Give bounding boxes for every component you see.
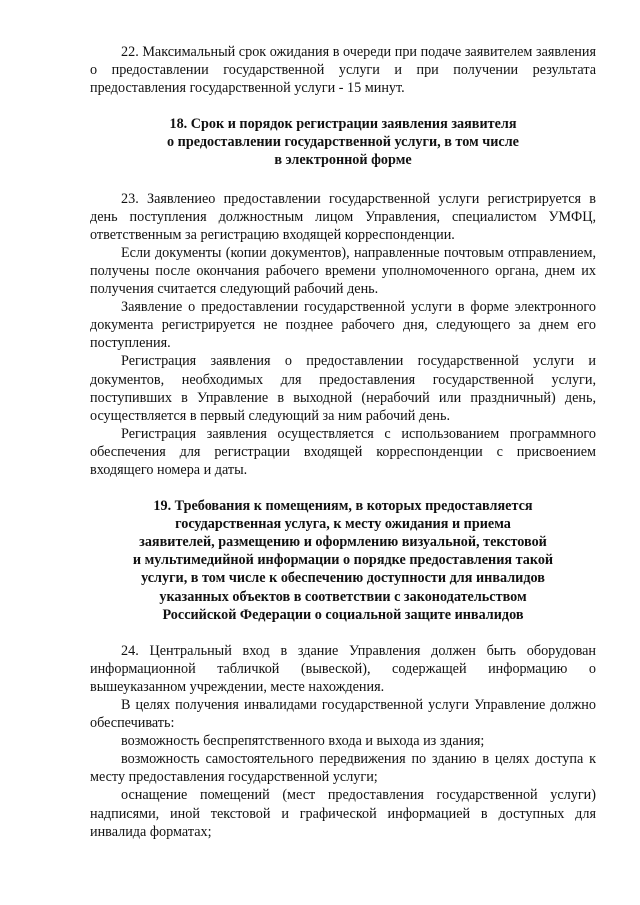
heading-19-line-7: Российской Федерации о социальной защите инвалидов	[162, 606, 524, 623]
heading-19-line-2: государственная услуга, к месту ожидания и приема	[175, 516, 511, 533]
paragraph-24: 24. Центральный вход в здание Управления должен быть оборудован информационной табличкой (вывеской), содержащей информацию о вышеуказанном учреждении, месте нахождения.	[90, 642, 596, 695]
heading-18-line-3: в электронной форме	[274, 152, 412, 169]
paragraph-23: 23. Заявлениео предоставлении государственной услуги регистрируется в день поступления должностным лицом Управления, специалистом УМФЦ, ответственным за регистрацию входящей корреспонденции.	[90, 190, 596, 243]
heading-19-line-5: услуги, в том числе к обеспечению доступности для инвалидов	[141, 570, 545, 587]
section-heading-18	[90, 115, 596, 169]
paragraph-24-disabled: В целях получения инвалидами государственной услуги Управление должно обеспечивать:	[90, 697, 596, 732]
heading-18-line-1: 18. Срок и порядок регистрации заявления заявителя	[169, 116, 517, 133]
paragraph-22: 22. Максимальный срок ожидания в очереди при подаче заявителем заявления о предоставлении государственной услуги и при получении результата предоставления государственной услуги - 15 минут.	[90, 44, 596, 97]
paragraph-23-mail: Если документы (копии документов), направленные почтовым отправлением, получены после окончания рабочего времени уполномоченного органа, днем их получения считается следующий рабочий день.	[90, 244, 596, 298]
paragraph-24-signage: оснащение помещений (мест предоставления государственной услуги) надписями, иной текстовой и графической информацией в доступных для инвалида форматах;	[90, 787, 596, 840]
document-page	[90, 43, 596, 841]
heading-18-line-2: о предоставлении государственной услуги, в том числе	[167, 134, 519, 151]
heading-19-line-6: указанных объектов в соответствии с законодательством	[159, 588, 527, 605]
paragraph-23-software: Регистрация заявления осуществляется с использованием программного обеспечения для регистрации входящей корреспонденции с присвоением входящего номера и даты.	[90, 425, 596, 478]
paragraph-24-movement: возможность самостоятельного передвижения по зданию в целях доступа к месту предоставления государственной услуги;	[90, 751, 596, 786]
heading-19-line-1: 19. Требования к помещениям, в которых предоставляется	[153, 498, 533, 515]
section-heading-19	[90, 497, 596, 624]
paragraph-23-electronic: Заявление о предоставлении государственной услуги в форме электронного документа регистрируется не позднее рабочего дня, следующего за днем его поступления.	[90, 299, 596, 352]
heading-19-line-3: заявителей, размещению и оформлению визуальной, текстовой	[139, 534, 547, 551]
paragraph-24-entrance: возможность беспрепятственного входа и выхода из здания;	[121, 733, 485, 750]
paragraph-23-weekend: Регистрация заявления о предоставлении государственной услуги и документов, необходимых для предоставления государственной услуги, поступивших в Управление в выходной (нерабочий или праздничный) день, осуществляется в первый следующий за ним рабочий день.	[90, 353, 596, 424]
heading-19-line-4: и мультимедийной информации о порядке предоставления такой	[132, 552, 554, 569]
